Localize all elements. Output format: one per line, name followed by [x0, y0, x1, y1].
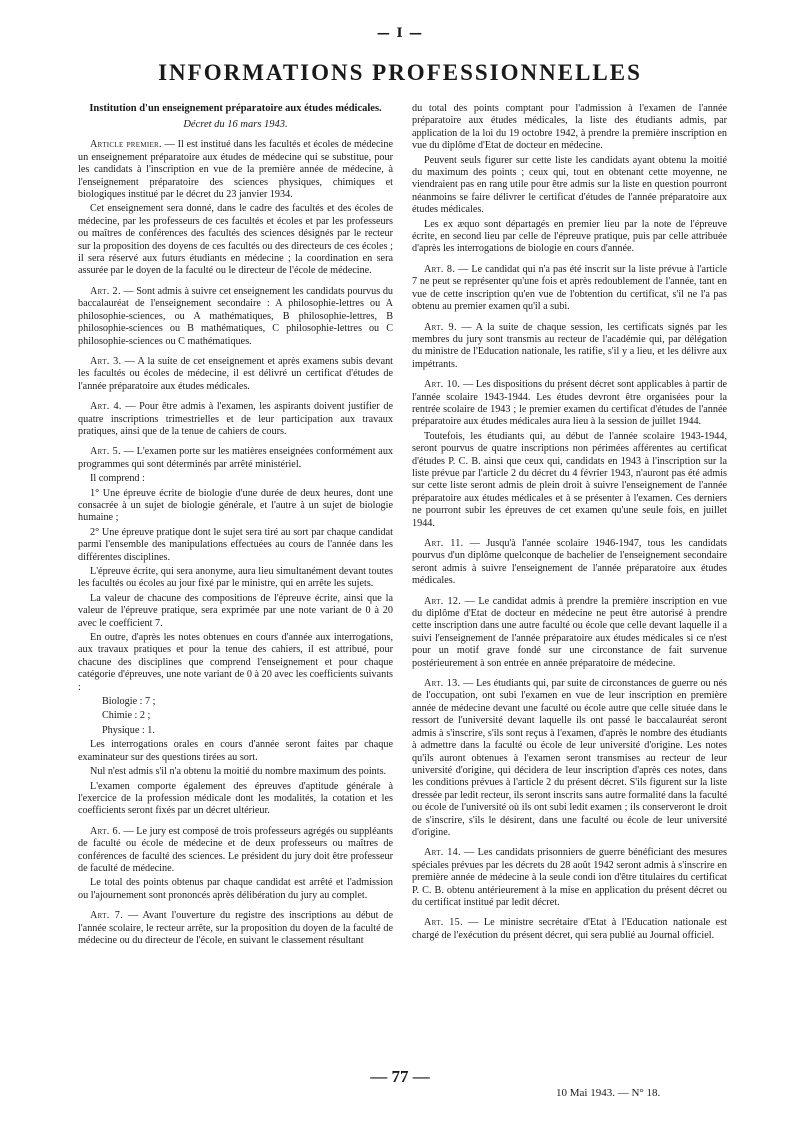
article-text: — A la suite de chaque session, les certificats signés par les membres du jury sont transmis au recteur de l'académie qui, par délégation du ministre de l'Education nationale, les ratifie, s'il y a lieu, et les délivre aux impétrants. [412, 321, 727, 370]
paragraph: Les interrogations orales en cours d'année seront faites par chaque examinateur sur des questions tirées au sort. [78, 739, 393, 763]
section-heading: Institution d'un enseignement préparatoire aux études médicales. [89, 103, 382, 114]
article-text: — Jusqu'à l'année scolaire 1946-1947, tous les candidats pourvus d'un diplôme quelconque de bachelier de l'enseignement secondaire seront admis à suivre l'enseignement de l'année préparatoire aux études médicales. [412, 538, 728, 587]
paragraph: En outre, d'après les notes obtenues en cours d'année aux interrogations, aux travaux pratiques et pour la tenue des cahiers, il est attribué, pour chacune des disciplines que comprend l'enseignement et pour chaque catégorie d'épreuves, une note variant de 0 à 20 avec les coefficients suivants : [78, 632, 393, 693]
paragraph: du total des points comptant pour l'admission à l'examen de l'année préparatoire aux études médicales, la liste des étudiants admis, par application de la loi du 19 octobre 1942, à prendre la première inscription en vue du diplôme d'Etat de docteur en médecine. [412, 103, 727, 152]
paragraph: Nul n'est admis s'il n'a obtenu la moitié du nombre maximum des points. [90, 766, 387, 778]
article-label: Article premier. [90, 139, 162, 151]
decree-line: Décret du 16 mars 1943. [183, 119, 288, 130]
page-title: INFORMATIONS PROFESSIONNELLES [158, 60, 642, 85]
page-marker: — I — [376, 26, 424, 41]
page-number: — 77 — [370, 1067, 430, 1086]
article-label: Art. 8. [424, 263, 456, 275]
paragraph: Le total des points obtenus par chaque candidat est arrêté et l'admission ou l'ajournement sont prononcés après délibération du jury au complet. [78, 877, 393, 901]
article-text: — Avant l'ouverture du registre des inscriptions au début de l'année scolaire, le recteur arrête, sur la proposition du doyen de la faculté de médecine ou du directeur de l'école, en suivant le classement résultant [78, 910, 394, 946]
article-text: — Le ministre secrétaire d'Etat à l'Education nationale est chargé de l'exécution du présent décret, qui sera publié au Journal officiel. [412, 917, 727, 941]
article-label: Art. 3. [90, 355, 122, 367]
article-9 [412, 322, 727, 372]
article-text: — Les étudiants qui, par suite de circonstances de guerre ou nés de l'occupation, ont subi l'examen en vue de leur inscription en première année de médecine devant une faculté ou école autre que celle située dans le ressort de l'université devant laquelle ils ont passé le baccalauréat seront admis à s'inscrire, s'ils sont reçus à l'examen, d'après le nombre des étudiants à admettre dans la faculté ou école de leur université d'origine. Les notes qu'ils auront obtenues à l'examen seront transmises au recteur de leur université d'origine, qui décidera de leur inscription d'après ces notes, dans les conditions prévues à l'article 2 du présent décret. S'ils figurent sur la liste dressée par ledit recteur, ils seront inscrits sans autre formalité dans la faculté ou école de l'université où ils ont subi ledit examen ; ils conserveront le droit de s'inscrire, s'ils le désirent, dans une faculté ou école de leur université d'origine. [412, 678, 728, 838]
article-text: — L'examen porte sur les matières enseignées conformément aux programmes qui sont déterminés par arrêté ministériel. [78, 446, 394, 470]
article-text: — Le jury est composé de trois professeurs agrégés ou suppléants de faculté ou école de médecine et de deux professeurs ou maîtres de conférences de faculté des sciences. Le président du jury doit être professeur de faculté de médecine. [78, 825, 394, 874]
article-12 [412, 596, 727, 670]
article-text: — A la suite de cet enseignement et après examens subis devant les facultés ou écoles de médecine, il est délivré un certificat d'études de l'année préparatoire aux études médicales. [78, 355, 394, 392]
article-5 [78, 446, 393, 471]
article-label: Art. 11. [424, 538, 464, 549]
article-text: — Les candidats prisonniers de guerre bénéficiant des mesures spéciales prévues par les décrets du 28 août 1942 seront admis à s'inscrire en première année de médecine à la seule condi ion d'être titulaires du certificat P. C. B. obtenu antérieurement à la mise en application du présent décret ou du certificat institué par ledit décret. [412, 847, 727, 908]
paragraph: L'examen comporte également des épreuves d'aptitude générale à l'exercice de la profession médicale dont les modalités, la cotation et les coefficients seront fixés par un décret ultérieur. [78, 780, 393, 817]
paragraph: Cet enseignement sera donné, dans le cadre des facultés et des écoles de médecine, par les professeurs de ces facultés et écoles et par les professeurs ou maîtres de conférences des facultés des sciences désignés par le recteur sur la proposition des doyens de ces facultés ou des directeurs de ces écoles ; il sera réservé aux futurs étudiants en médecine ; la coordination en sera assurée par le doyen de la faculté ou le directeur de l'école de médecine. [78, 203, 393, 277]
right-column [412, 103, 727, 944]
article-label: Art. 6. [90, 825, 121, 837]
paragraph: Il comprend : [90, 473, 145, 485]
coefficient-item: Chimie : 2 ; [102, 710, 151, 722]
article-label: Art. 5. [90, 446, 121, 458]
paragraph: Peuvent seuls figurer sur cette liste les candidats ayant obtenu la moitié du maximum des points ; ceux qui, tout en obtenant cette moyenne, ne viendraient pas en rang utile pour être admis sur la liste en question pourront néanmoins se faire délivrer le certificat d'études de l'année préparatoire aux études médicales. [412, 154, 727, 216]
article-14 [412, 847, 727, 909]
article-4 [78, 401, 393, 438]
article-11 [412, 538, 727, 588]
article-label: Art. 7. [90, 910, 124, 922]
article-label: Art. 10. [424, 379, 461, 391]
issue-date: 10 Mai 1943. — N° 18. [556, 1087, 661, 1099]
article-1 [78, 139, 393, 201]
paragraph: 2° Une épreuve pratique dont le sujet sera tiré au sort par chaque candidat parmi l'ensemble des manipulations effectuées au cours de l'année dans les différentes disciplines. [78, 526, 393, 563]
article-text: — Le candidat qui n'a pas été inscrit sur la liste prévue à l'article 7 ne peut se représenter qu'une fois et après redoublement de l'année, tant en vue de cette inscription qu'en vue de l'obtention du certificat, s'il ne l'a pas obtenu au premier examen qu'il a subi. [412, 263, 728, 313]
article-label: Art. 12. [424, 595, 462, 607]
article-label: Art. 15. [424, 917, 463, 929]
paragraph: 1° Une épreuve écrite de biologie d'une durée de deux heures, dont une consacrée à un sujet de biologie générale, et l'autre à un sujet de biologie humaine ; [78, 487, 393, 524]
article-13 [412, 678, 727, 839]
article-7 [78, 910, 393, 947]
article-label: Art. 9. [424, 321, 457, 333]
article-text: — Pour être admis à l'examen, les aspirants doivent justifier de quatre inscriptions trimestrielles et de leur participation aux travaux pratiques, ainsi que de la tenue de cahiers de cours. [78, 401, 394, 437]
article-label: Art. 2. [90, 285, 121, 297]
article-text: — Sont admis à suivre cet enseignement les candidats pourvus du baccalauréat de l'enseignement secondaire : A philosophie-lettres ou A philosophie-sciences, ou A mathématiques, B philosophie-lettres, B philosophie-sciences ou B mathématiques, C philosophie-lettres ou C philosophie-sciences ou C mathématiques. [78, 285, 394, 347]
paragraph: Les ex æquo sont départagés en premier lieu par la note de l'épreuve écrite, en second lieu par celle de l'épreuve pratique, puis par celle attribuée d'après les interrogations de biologie en cours d'année. [412, 218, 727, 255]
paragraph: Toutefois, les étudiants qui, au début de l'année scolaire 1943-1944, seront pourvus de quatre inscriptions non périmées afférentes au certificat d'études P. C. B. ainsi que ceux qui, candidats en 1943 à l'inscription sur la liste prévue par l'article 2 du décret du 4 février 1943, n'auront pas été admis sur cette liste seront admis de plein droit à suivre l'enseignement de l'année préparatoire aux études médicales et à se présenter à l'examen. Ces derniers ne pourront subir les épreuves de cet examen qu'une seule fois, en juillet 1944. [412, 430, 727, 529]
article-6 [78, 826, 393, 876]
left-column [78, 103, 393, 949]
article-8 [412, 264, 727, 314]
article-text: — Il est institué dans les facultés et écoles de médecine un enseignement préparatoire aux études de médecine qui se substitue, pour les candidats à l'inscription en vue de la première année de médecine, à l'enseignement préparatoire des sciences physiques, chimiques et biologiques institué par le décret du 23 janvier 1934. [78, 139, 394, 201]
article-10 [412, 379, 727, 429]
article-3 [78, 356, 393, 393]
article-label: Art. 4. [90, 401, 122, 413]
paragraph: L'épreuve écrite, qui sera anonyme, aura lieu simultanément devant toutes les facultés ou écoles au jour fixé par le ministre, qui en arrête les sujets. [78, 566, 393, 590]
article-15 [412, 917, 727, 942]
paragraph: La valeur de chacune des compositions de l'épreuve écrite, ainsi que la valeur de l'épreuve pratique, sera exprimée par une note variant de 0 à 20 avec le coefficient 7. [78, 592, 393, 629]
article-label: Art. 13. [424, 678, 461, 690]
article-text: — Le candidat admis à prendre la première inscription en vue du diplôme d'Etat de docteur en médecine ne peut être autorisé à prendre cette inscription dans une autre faculté ou école que celle devant laquelle il a suivi l'enseignement de l'année préparatoire aux études médicales si ce n'est pour un motif grave fondé sur une circonstance de fait survenue postérieurement à son entrée en année préparatoire de médecine. [412, 595, 727, 669]
article-text: — Les dispositions du présent décret sont applicables à partir de l'année scolaire 1943-1944. Les études devront être organisées pour la rentrée scolaire de 1943 ; le premier examen du certificat d'études de l'année préparatoire aux études médicales aura lieu à la session de juillet 1944. [412, 379, 727, 428]
article-label: Art. 14. [424, 847, 461, 859]
coefficient-item: Biologie : 7 ; [102, 696, 156, 708]
coefficient-item: Physique : 1. [102, 724, 155, 736]
article-2 [78, 286, 393, 348]
